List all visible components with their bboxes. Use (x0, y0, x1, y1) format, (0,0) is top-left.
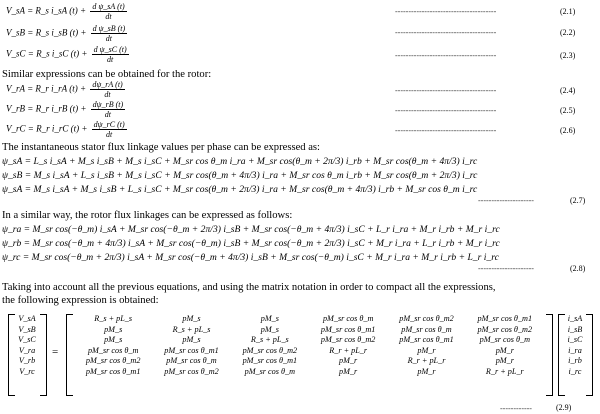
vector-entry: V_rb (18, 356, 36, 365)
equation-number: (2.3) (560, 51, 576, 60)
matrix-cell: pM_sr cos θ_m (244, 366, 296, 376)
equation-lhs: V_sA (6, 5, 25, 16)
matrix-cell: pM_r (495, 345, 514, 355)
right-bracket (586, 314, 593, 396)
matrix-cell: pM_sr cos θ_m (166, 356, 217, 365)
stator-flux-equation-a: ψ_sA = L_s i_sA + M_s i_sB + M_s i_sC + M_sr cos θ_m i_ra + M_sr cos(θ_m + 2π/3) i_rb + M_sr cos(θ_m + 4π/3) i_rc (2, 156, 478, 167)
matrix-row (74, 335, 544, 346)
matrix-row (74, 314, 544, 325)
equation-rhs: = R_r i_rC (t) + (27, 123, 88, 134)
derivative-fraction: $\frac{d\psi\_rB (t)}{dt}$ (92, 100, 124, 119)
vector-entry: V_sC (18, 335, 36, 344)
vector-entry: V_sB (18, 324, 36, 334)
vector-entry: i_ra (568, 345, 582, 355)
equation-2-4 (6, 80, 127, 99)
equals-sign: = (52, 346, 59, 358)
matrix-intro-text-line-1: Taking into account all the previous equations, and using the matrix notation in order to compact all the expressions, (2, 282, 496, 293)
matrix-cell: pM_sr cos θ_m1 (242, 356, 298, 365)
matrix-cell: pM_r (339, 356, 358, 365)
voltage-vector (14, 314, 40, 377)
rotor-flux-equation-a: ψ_ra = M_sr cos(−θ_m) i_sA + M_sr cos(−θ_m + 2π/3) i_sB + M_sr cos(−θ_m + 4π/3) i_sC + L_r i_ra + M_r i_rb + M_r i_rc (2, 224, 500, 235)
dot-leader: ------------ (500, 404, 532, 413)
derivative-fraction: $\frac{d\psi\_rA (t)}{dt}$ (92, 80, 123, 99)
equation-rhs: = R_s i_sB (t) + (27, 27, 87, 38)
equation-lhs: V_rB (6, 103, 25, 114)
matrix-cell: pM_s (182, 335, 201, 344)
equation-2-6 (6, 120, 129, 139)
matrix-cell: R_s + pL_s (94, 314, 133, 323)
matrix-intro-text-line-2: the following expression is obtained: (2, 295, 159, 306)
equation-number: (2.5) (560, 106, 576, 115)
vector-entry: i_rc (568, 366, 582, 376)
matrix-row (74, 346, 544, 357)
vector-entry: V_rc (19, 366, 35, 376)
equation-lhs: V_sB (6, 27, 25, 38)
matrix-cell: pM_r (495, 356, 514, 365)
vector-entry: i_sC (567, 335, 583, 344)
matrix-cell: pM_sr cos θ_m2 (399, 314, 454, 323)
matrix-cell: pM_r (339, 366, 358, 376)
rotor-flux-equation-b: ψ_rb = M_sr cos(−θ_m + 4π/3) i_sA + M_sr cos(−θ_m) i_sB + M_sr cos(−θ_m + 2π/3) i_sC + M_r i_ra + L_r i_rb + M_r i_rc (2, 238, 500, 249)
equation-lhs: V_rA (6, 83, 25, 94)
dot-leader: -------------------------------------- (395, 106, 497, 115)
vector-entry: V_sA (18, 314, 36, 323)
matrix-cell: pM_sr cos θ_m1 (85, 366, 141, 376)
equation-number: (2.9) (556, 403, 572, 412)
equation-2-3 (6, 45, 131, 64)
equation-number: (2.6) (560, 126, 576, 135)
matrix-cell: pM_s (104, 324, 123, 334)
dot-leader: -------------------------------------- (395, 126, 497, 135)
matrix-cell: pM_sr cos θ_m (479, 335, 531, 344)
matrix-cell: R_r + pL_r (485, 366, 524, 376)
stator-flux-equation-c: ψ_sA = M_s i_sA + M_s i_sB + L_s i_sC + M_sr cos(θ_m + 2π/3) i_ra + M_sr cos(θ_m + 4π/3) i_rb + M_sr cos θ_m i_rc (2, 184, 478, 195)
dot-leader: --------------------- (478, 196, 534, 205)
matrix-cell: R_s + pL_s (172, 324, 211, 334)
rotor-flux-intro-text: In a similar way, the rotor flux linkages can be expressed as follows: (2, 210, 293, 221)
matrix-row (74, 356, 544, 367)
vector-entry: i_sA (567, 314, 583, 323)
matrix-cell: pM_s (260, 314, 279, 323)
derivative-fraction: $\frac{d\psi\_rC (t)}{dt}$ (93, 120, 125, 139)
dot-leader: -------------------------------------- (395, 7, 497, 16)
equation-number: (2.8) (570, 264, 586, 273)
vector-entry: i_sB (567, 324, 583, 334)
equation-2-5 (6, 100, 127, 119)
matrix-cell: pM_sr cos θ_m2 (85, 356, 141, 365)
current-vector (563, 314, 587, 377)
matrix-cell: R_r + pL_r (329, 345, 368, 355)
matrix-cell: pM_sr cos θ_m (401, 324, 452, 334)
equation-number: (2.7) (570, 196, 586, 205)
derivative-fraction: $\frac{\text{d ψ\_sB (t)}}{dt}$ (92, 24, 126, 43)
impedance-matrix (74, 314, 544, 377)
matrix-cell: R_s + pL_s (250, 335, 289, 344)
left-bracket (66, 314, 73, 396)
equation-rhs: = R_s i_sC (t) + (27, 48, 88, 59)
matrix-cell: pM_sr cos θ_m2 (164, 366, 219, 376)
matrix-cell: pM_sr cos θ_m1 (320, 324, 376, 334)
matrix-row (74, 325, 544, 336)
matrix-cell: pM_s (182, 314, 201, 323)
matrix-cell: pM_s (260, 324, 279, 334)
matrix-cell: pM_s (104, 335, 123, 344)
rotor-intro-text: Similar expressions can be obtained for the rotor: (2, 69, 212, 80)
equation-number: (2.2) (560, 28, 576, 37)
matrix-cell: pM_sr cos θ_m2 (242, 345, 298, 355)
equation-lhs: V_sC (6, 48, 26, 59)
stator-flux-intro-text: The instantaneous stator flux linkage values per phase can be expressed as: (2, 142, 320, 153)
right-bracket (546, 314, 553, 396)
stator-flux-equation-b: ψ_sB = M_s i_sA + L_s i_sB + M_s i_sC + M_sr cos(θ_m + 4π/3) i_ra + M_sr cos θ_m i_rb + M_sr cos(θ_m + 2π/3) i_rc (2, 170, 478, 181)
matrix-cell: pM_sr cos θ_m (322, 314, 374, 323)
equation-lhs: V_rC (6, 123, 26, 134)
matrix-row (74, 367, 544, 378)
equation-2-2 (6, 24, 129, 43)
voltage-matrix-equation (6, 312, 594, 400)
matrix-cell: pM_sr cos θ_m1 (399, 335, 454, 344)
vector-entry: i_rb (568, 356, 582, 365)
equation-number: (2.4) (560, 86, 576, 95)
matrix-cell: pM_sr cos θ_m (87, 345, 139, 355)
dot-leader: -------------------------------------- (395, 28, 497, 37)
matrix-cell: pM_sr cos θ_m2 (320, 335, 376, 344)
equation-rhs: = R_s i_sA (t) + (27, 5, 87, 16)
vector-entry: V_ra (18, 345, 36, 355)
matrix-cell: pM_sr cos θ_m1 (477, 314, 533, 323)
matrix-cell: pM_r (417, 366, 436, 376)
matrix-cell: pM_sr cos θ_m1 (164, 345, 219, 355)
derivative-fraction: $\frac{\text{d ψ\_sA (t)}}{dt}$ (92, 2, 125, 21)
matrix-cell: pM_sr cos θ_m2 (477, 324, 533, 334)
dot-leader: -------------------------------------- (395, 86, 497, 95)
dot-leader: -------------------------------------- (395, 51, 497, 60)
equation-rhs: = R_r i_rB (t) + (27, 103, 87, 114)
rotor-flux-equation-c: ψ_rc = M_sr cos(−θ_m + 2π/3) i_sA + M_sr cos(−θ_m + 4π/3) i_sB + M_sr cos(−θ_m) i_sC + M_r i_ra + M_r i_rb + L_r i_rc (2, 252, 499, 263)
matrix-cell: pM_r (417, 345, 436, 355)
dot-leader: --------------------- (478, 264, 534, 273)
right-bracket (40, 314, 47, 396)
equation-number: (2.1) (560, 7, 576, 16)
equation-rhs: = R_r i_rA (t) + (27, 83, 87, 94)
equation-2-1 (6, 2, 129, 21)
matrix-cell: R_r + pL_r (407, 356, 446, 365)
derivative-fraction: $\frac{\text{d ψ\_sC (t)}}{dt}$ (93, 45, 127, 64)
